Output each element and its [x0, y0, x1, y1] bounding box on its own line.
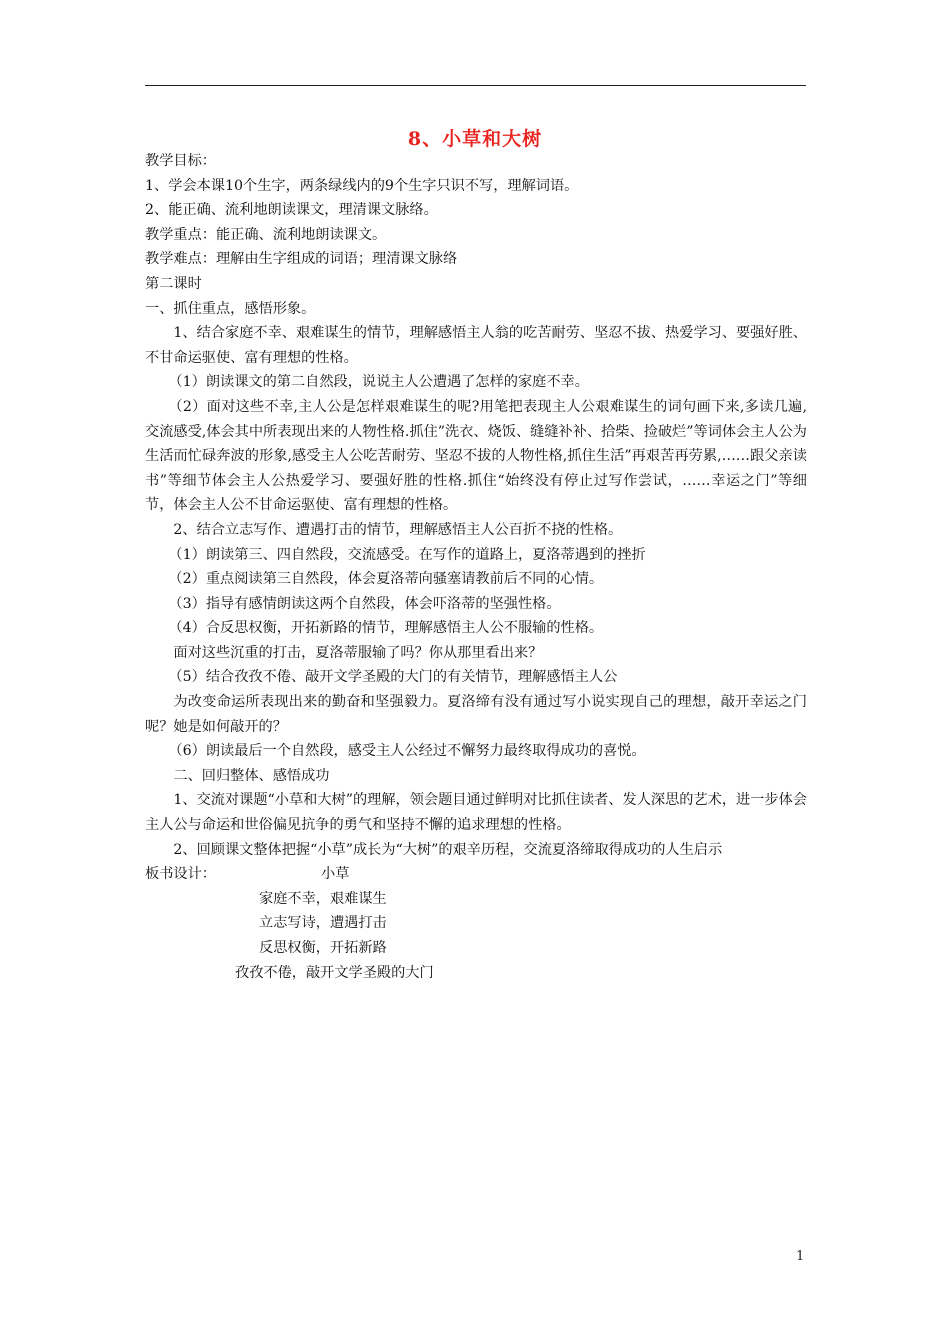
goal-item: 2、能正确、流利地朗读课文，理清课文脉络。 [145, 202, 438, 219]
key-point: 教学重点：能正确、流利地朗读课文。 [145, 226, 387, 243]
goals-heading: 教学目标： [145, 153, 216, 169]
page-title: 8、小草和大树 [407, 128, 543, 150]
section-heading: 二、回归整体、感悟成功 [173, 767, 330, 784]
board-line: 家庭不幸，艰难谋生 [259, 890, 387, 907]
sub-item: （2）面对这些不幸,主人公是怎样艰难谋生的呢?用笔把表现主人公艰难谋生的词句画下来,多读几遍,交流感受,体会其中所表现出来的人物性格.抓住”洗衣、烧饭、缝缝补补、拾柴、捡破烂”等词体会主人公为生活而忙碌奔波的形象,感受主人公吃苦耐劳、坚忍不拔的人物性格,抓住生活”再艰苦再劳累,……跟父亲读书”等细节体会主人公热爱学习、要强好胜的性格.抓住“始终没有停止过写作尝试，……幸运之门”等细节，体会主人公不甘命运驱使、富有理想的性格。 [145, 398, 807, 514]
board-line: 孜孜不倦，敲开文学圣殿的大门 [235, 964, 434, 981]
paragraph: 1、交流对课题“小草和大树”的理解，领会题目通过鲜明对比抓住读者、发人深思的艺术，进一步体会主人公与命运和世俗偏见抗争的勇气和坚持不懈的追求理想的性格。 [145, 792, 807, 834]
sub-item: （1）朗读课文的第二自然段，说说主人公遭遇了怎样的家庭不幸。 [168, 374, 589, 391]
sub-item: （1）朗读第三、四自然段，交流感受。在写作的道路上，夏洛蒂遇到的挫折 [168, 546, 646, 563]
paragraph: 2、回顾课文整体把握“小草”成长为“大树”的艰辛历程，交流夏洛缔取得成功的人生启示 [173, 841, 723, 858]
question: 面对这些沉重的打击，夏洛蒂服输了吗？你从那里看出来？ [173, 644, 543, 661]
difficulty: 教学难点：理解由生字组成的词语；理清课文脉络 [145, 251, 458, 268]
paragraph: 2、结合立志写作、遭遇打击的情节，理解感悟主人公百折不挠的性格。 [173, 521, 623, 538]
sub-item-continued: 为改变命运所表现出来的勤奋和坚强毅力。夏洛缔有没有通过写小说实现自己的理想，敲开幸运之门呢？她是如何敲开的？ [145, 694, 807, 735]
goal-item: 1、学会本课10个生字，两条绿线内的9个生字只识不写，理解词语。 [145, 177, 579, 194]
sub-item: （3）指导有感情朗读这两个自然段，体会吓洛蒂的坚强性格。 [168, 595, 561, 612]
page-number: 1 [796, 1249, 805, 1264]
sub-item: （5）结合孜孜不倦、敲开文学圣殿的大门的有关情节，理解感悟主人公 [168, 669, 618, 686]
board-label: 板书设计： [145, 866, 216, 883]
lesson-label: 第二课时 [145, 275, 202, 292]
document-body [145, 149, 807, 985]
sub-item: （6）朗读最后一个自然段，感受主人公经过不懈努力最终取得成功的喜悦。 [168, 743, 646, 760]
board-design-header [145, 862, 807, 887]
board-line: 反思权衡，开拓新路 [259, 940, 387, 956]
board-line: 立志写诗，遭遇打击 [259, 915, 387, 932]
sub-item: （2）重点阅读第三自然段，体会夏洛蒂向骚塞请教前后不同的心情。 [168, 571, 604, 588]
section-heading: 一、抓住重点，感悟形象。 [145, 300, 316, 317]
board-caption: 小草 [321, 866, 350, 883]
paragraph: 1、结合家庭不幸、艰难谋生的情节，理解感悟主人翁的吃苦耐劳、坚忍不拔、热爱学习、要强好胜、不甘命运驱使、富有理想的性格。 [145, 325, 807, 366]
header-rule [145, 85, 806, 86]
sub-item: （4）合反思权衡，开拓新路的情节，理解感悟主人公不服输的性格。 [168, 620, 604, 637]
